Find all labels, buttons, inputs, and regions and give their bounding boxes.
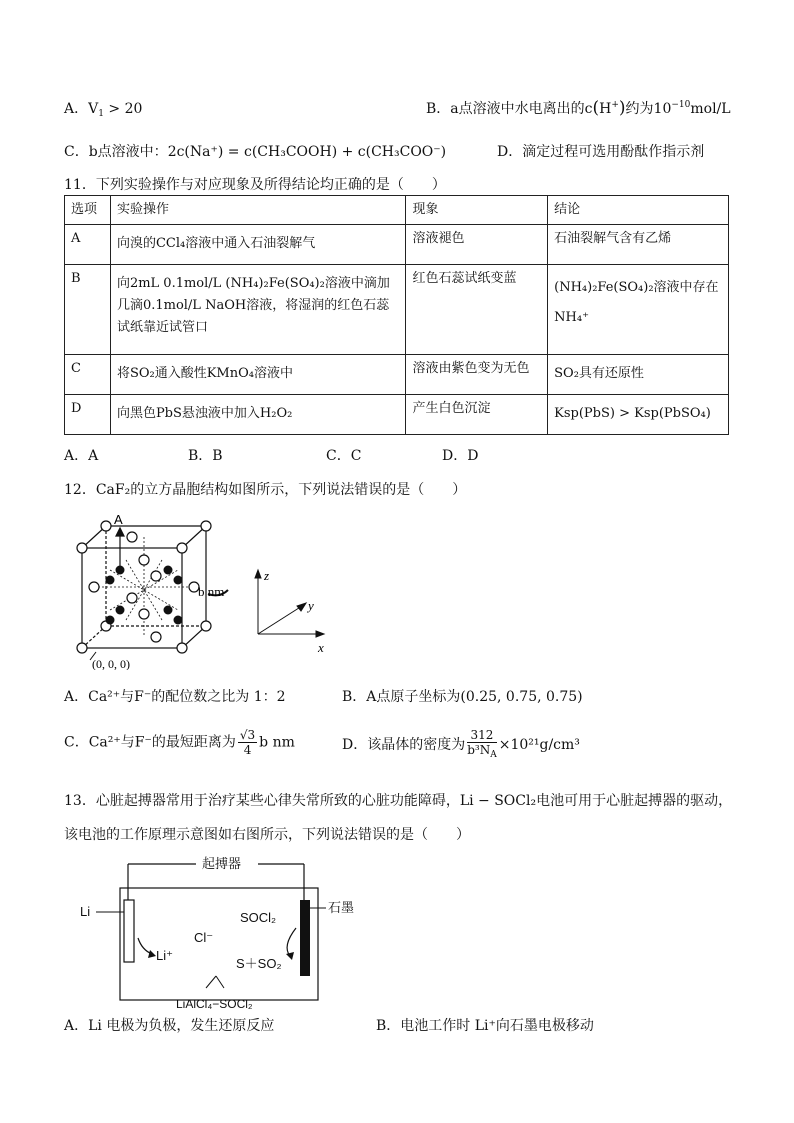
q11-answer-b: B．B bbox=[188, 448, 223, 464]
axis-label-z: z bbox=[264, 568, 270, 583]
table-row bbox=[65, 355, 729, 395]
table-row bbox=[65, 225, 729, 265]
electrolyte-label: LiAlCl₄−SOCl₂ bbox=[176, 997, 253, 1011]
table-cell-option: B bbox=[65, 265, 111, 355]
q12-option-b: B．A点原子坐标为(0.25, 0.75, 0.75) bbox=[342, 689, 583, 705]
pacemaker-label: 起搏器 bbox=[202, 856, 242, 871]
reactant-label: SOCl₂ bbox=[240, 910, 277, 925]
table-cell-option: A bbox=[65, 225, 111, 265]
table-cell-phenomenon: 溶液褪色 bbox=[406, 225, 548, 265]
table-cell-operation: 将SO₂通入酸性KMnO₄溶液中 bbox=[110, 355, 406, 395]
figure-label-a: A bbox=[114, 512, 123, 527]
table-cell-conclusion: SO₂具有还原性 bbox=[548, 355, 729, 395]
q11-answer-d: D．D bbox=[442, 448, 479, 464]
lithium-ion-label: Li⁺ bbox=[156, 948, 173, 963]
axis-label-x: x bbox=[318, 640, 324, 655]
q12-option-d: D．该晶体的密度为 $\frac{312}{b^3N_A}$ ×10²¹g/cm³ bbox=[342, 728, 580, 760]
q13-stem-line1: 13．心脏起搏器常用于治疗某些心律失常所致的心脏功能障碍，Li − SOCl₂电池可用于心脏起搏器的驱动， bbox=[64, 793, 733, 809]
q13-option-b: B．电池工作时 Li⁺向石墨电极移动 bbox=[376, 1018, 594, 1034]
q12-stem: 12．CaF₂的立方晶胞结构如图所示，下列说法错误的是（ ） bbox=[64, 482, 467, 498]
axis-label-y: y bbox=[308, 598, 314, 613]
q13-option-a: A．Li 电极为负极，发生还原反应 bbox=[64, 1018, 275, 1034]
table-cell-option: C bbox=[65, 355, 111, 395]
table-cell-conclusion: (NH₄)₂Fe(SO₄)₂溶液中存在NH₄⁺ bbox=[548, 265, 729, 355]
q10-option-b: B．a点溶液中水电离出的c(H+)约为$10^{-10}mol/L$ bbox=[426, 98, 731, 118]
q10-option-d: D．滴定过程可选用酚酞作指示剂 bbox=[497, 144, 705, 160]
chloride-ion-label: Cl⁻ bbox=[194, 930, 214, 945]
q12-option-a: A．Ca²⁺与F⁻的配位数之比为 1：2 bbox=[64, 689, 286, 705]
caf2-unit-cell-figure bbox=[70, 510, 370, 670]
table-row bbox=[65, 265, 729, 355]
table-cell-phenomenon: 红色石蕊试纸变蓝 bbox=[406, 265, 548, 355]
graphite-electrode-label: 石墨 bbox=[328, 900, 355, 915]
table-header-cell: 现象 bbox=[406, 196, 548, 225]
figure-label-b: b nm bbox=[198, 584, 225, 599]
figure-label-origin: (0, 0, 0) bbox=[92, 657, 130, 670]
table-header-cell: 选项 bbox=[65, 196, 111, 225]
q10-option-a: A．$V_1 > 20$ bbox=[64, 101, 143, 119]
table-cell-conclusion: Ksp(PbS) > Ksp(PbSO₄) bbox=[548, 395, 729, 435]
table-cell-conclusion: 石油裂解气含有乙烯 bbox=[548, 225, 729, 265]
table-cell-phenomenon: 产生白色沉淀 bbox=[406, 395, 548, 435]
table-header-cell: 实验操作 bbox=[110, 196, 406, 225]
table-row bbox=[65, 395, 729, 435]
table-cell-operation: 向溴的CCl₄溶液中通入石油裂解气 bbox=[110, 225, 406, 265]
q12-option-c: C．Ca²⁺与F⁻的最短距离为 $\frac{√3}{4}$ b nm bbox=[64, 728, 295, 757]
table-header-cell: 结论 bbox=[548, 196, 729, 225]
table-cell-option: D bbox=[65, 395, 111, 435]
li-electrode-label: Li bbox=[80, 904, 91, 919]
q13-stem-line2: 该电池的工作原理示意图如右图所示，下列说法错误的是（ ） bbox=[64, 827, 470, 843]
q11-answer-a: A．A bbox=[64, 448, 99, 464]
table-cell-operation: 向黑色PbS悬浊液中加入H₂O₂ bbox=[110, 395, 406, 435]
table-header-row bbox=[65, 196, 729, 225]
q11-stem: 11．下列实验操作与对应现象及所得结论均正确的是（ ） bbox=[64, 177, 446, 193]
q11-table bbox=[64, 195, 729, 435]
product-label: S＋SO₂ bbox=[236, 956, 282, 971]
table-cell-operation: 向2mL 0.1mol/L (NH₄)₂Fe(SO₄)₂溶液中滴加几滴0.1mol/L NaOH溶液，将湿润的红色石蕊试纸靠近试管口 bbox=[110, 265, 406, 355]
table-cell-phenomenon: 溶液由紫色变为无色 bbox=[406, 355, 548, 395]
q10-option-c: C．b点溶液中：2c(Na⁺) = c(CH₃COOH) + c(CH₃COO⁻) bbox=[64, 144, 447, 160]
battery-figure bbox=[76, 852, 376, 1012]
q11-answer-c: C．C bbox=[326, 448, 362, 464]
